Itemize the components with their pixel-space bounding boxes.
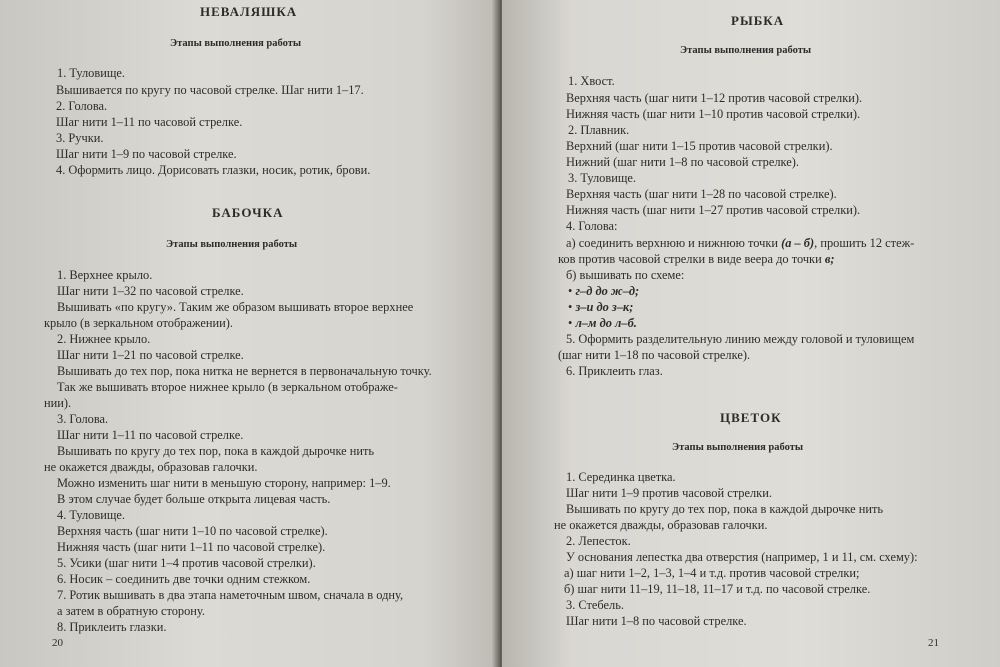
stages-heading: Этапы выполнения работы	[166, 239, 298, 250]
text-line: Шаг нити 1–11 по часовой стрелке.	[57, 428, 244, 442]
text-line: крыло (в зеркальном отображении).	[44, 316, 233, 330]
left-page	[0, 0, 498, 667]
text-line: а) шаг нити 1–2, 1–3, 1–4 и т.д. против часовой стрелки;	[564, 566, 860, 580]
text-line: 2. Лепесток.	[566, 534, 631, 548]
text-line: 6. Приклеить глаз.	[566, 364, 663, 378]
text-line: 2. Нижнее крыло.	[57, 332, 151, 346]
text-line: Шаг нити 1–21 по часовой стрелке.	[57, 348, 244, 362]
text-line: 1. Верхнее крыло.	[57, 268, 153, 282]
text-line: Вышивать по кругу до тех пор, пока в каждой дырочке нить	[566, 502, 884, 516]
text-fragment: а) соединить верхнюю и нижнюю точки	[566, 236, 778, 250]
text-line: Верхняя часть (шаг нити 1–12 против часовой стрелки).	[566, 91, 863, 105]
text-line: 3. Голова.	[57, 412, 109, 426]
text-line: не окажется дважды, образовав галочки.	[554, 518, 768, 532]
stages-heading: Этапы выполнения работы	[672, 442, 804, 453]
text-line: 2. Плавник.	[568, 123, 630, 137]
text-line: Шаг нити 1–9 против часовой стрелки.	[566, 486, 772, 500]
text-line: Шаг нити 1–9 по часовой стрелке.	[56, 147, 237, 161]
text-line: Нижняя часть (шаг нити 1–11 по часовой стрелке).	[57, 540, 326, 554]
text-line: не окажется дважды, образовав галочки.	[44, 460, 258, 474]
text-line: 2. Голова.	[56, 99, 108, 113]
text-line: б) шаг нити 11–19, 11–18, 11–17 и т.д. по часовой стрелке.	[564, 582, 871, 596]
text-line: 1. Туловище.	[57, 66, 125, 80]
scheme-bullet: • з–и до з–к;	[568, 300, 634, 314]
text-line: 5. Усики (шаг нити 1–4 против часовой стрелки).	[57, 556, 316, 570]
text-line: 7. Ротик вышивать в два этапа наметочным швом, сначала в одну,	[57, 588, 404, 602]
page-number-left: 20	[52, 637, 63, 649]
text-line: б) вышивать по схеме:	[566, 268, 685, 282]
stages-heading: Этапы выполнения работы	[680, 45, 812, 56]
text-line: (шаг нити 1–18 по часовой стрелке).	[558, 348, 751, 362]
text-line: 3. Стебель.	[566, 598, 624, 612]
section-title-rybka: РЫБКА	[731, 13, 785, 28]
text-line: 3. Туловище.	[568, 171, 636, 185]
text-fragment: , прошить 12 стеж-	[814, 236, 915, 250]
points-ab: (а – б)	[781, 236, 815, 250]
text-line: 8. Приклеить глазки.	[57, 620, 167, 634]
text-line: 4. Голова:	[566, 219, 618, 233]
right-page	[502, 0, 1000, 667]
scheme-bullet: • л–м до л–б.	[568, 316, 637, 330]
text-line: Шаг нити 1–11 по часовой стрелке.	[56, 115, 243, 129]
text-line: Нижний (шаг нити 1–8 по часовой стрелке).	[566, 155, 799, 169]
text-line: Верхний (шаг нити 1–15 против часовой стрелки).	[566, 139, 833, 153]
text-line: Вышивать до тех пор, пока нитка не вернется в первоначальную точку.	[57, 364, 432, 378]
text-line: 3. Ручки.	[56, 131, 104, 145]
text-fragment: ков против часовой стрелки в виде веера до точки	[558, 252, 822, 266]
section-title-nevalyashka: НЕВАЛЯШКА	[200, 4, 298, 19]
page-number-right: 21	[928, 637, 939, 649]
text-line: 4. Туловище.	[57, 508, 125, 522]
text-line: Нижняя часть (шаг нити 1–10 против часовой стрелки).	[566, 107, 861, 121]
bullet-text: г–д до ж–д;	[575, 284, 640, 298]
text-line: Можно изменить шаг нити в меньшую сторону, например: 1–9.	[57, 476, 391, 490]
section-title-tsvetok: ЦВЕТОК	[720, 410, 782, 425]
text-line: Нижняя часть (шаг нити 1–27 против часовой стрелки).	[566, 203, 861, 217]
text-line: 5. Оформить разделительную линию между головой и туловищем	[566, 332, 915, 346]
text-line: 4. Оформить лицо. Дорисовать глазки, носик, ротик, брови.	[56, 163, 371, 177]
bullet-text: л–м до л–б.	[575, 316, 637, 330]
text-line: Вышивается по кругу по часовой стрелке. Шаг нити 1–17.	[56, 83, 364, 97]
text-line	[566, 236, 914, 250]
stages-heading: Этапы выполнения работы	[170, 38, 302, 49]
text-line: 1. Хвост.	[568, 74, 615, 88]
text-line: Вышивать «по кругу». Таким же образом вышивать второе верхнее	[57, 300, 414, 314]
bullet-text: з–и до з–к;	[575, 300, 634, 314]
text-line: Так же вышивать второе нижнее крыло (в зеркальном отображе-	[57, 380, 398, 394]
text-line: 1. Серединка цветка.	[566, 470, 676, 484]
point-c: в;	[824, 252, 835, 266]
text-line: Верхняя часть (шаг нити 1–10 по часовой стрелке).	[57, 524, 328, 538]
text-line: В этом случае будет больше открыта лицевая часть.	[57, 492, 331, 506]
section-title-babochka: БАБОЧКА	[212, 205, 284, 220]
text-line: нии).	[44, 396, 72, 410]
text-line: Верхняя часть (шаг нити 1–28 по часовой стрелке).	[566, 187, 837, 201]
text-line: У основания лепестка два отверстия (например, 1 и 11, см. схему):	[566, 550, 918, 564]
text-line: Шаг нити 1–32 по часовой стрелке.	[57, 284, 244, 298]
text-line: 6. Носик – соединить две точки одним стежком.	[57, 572, 311, 586]
text-line: Шаг нити 1–8 по часовой стрелке.	[566, 614, 747, 628]
text-line: а затем в обратную сторону.	[57, 604, 205, 618]
scheme-bullet: • г–д до ж–д;	[568, 284, 640, 298]
text-line	[558, 252, 834, 266]
text-line: Вышивать по кругу до тех пор, пока в каждой дырочке нить	[57, 444, 375, 458]
